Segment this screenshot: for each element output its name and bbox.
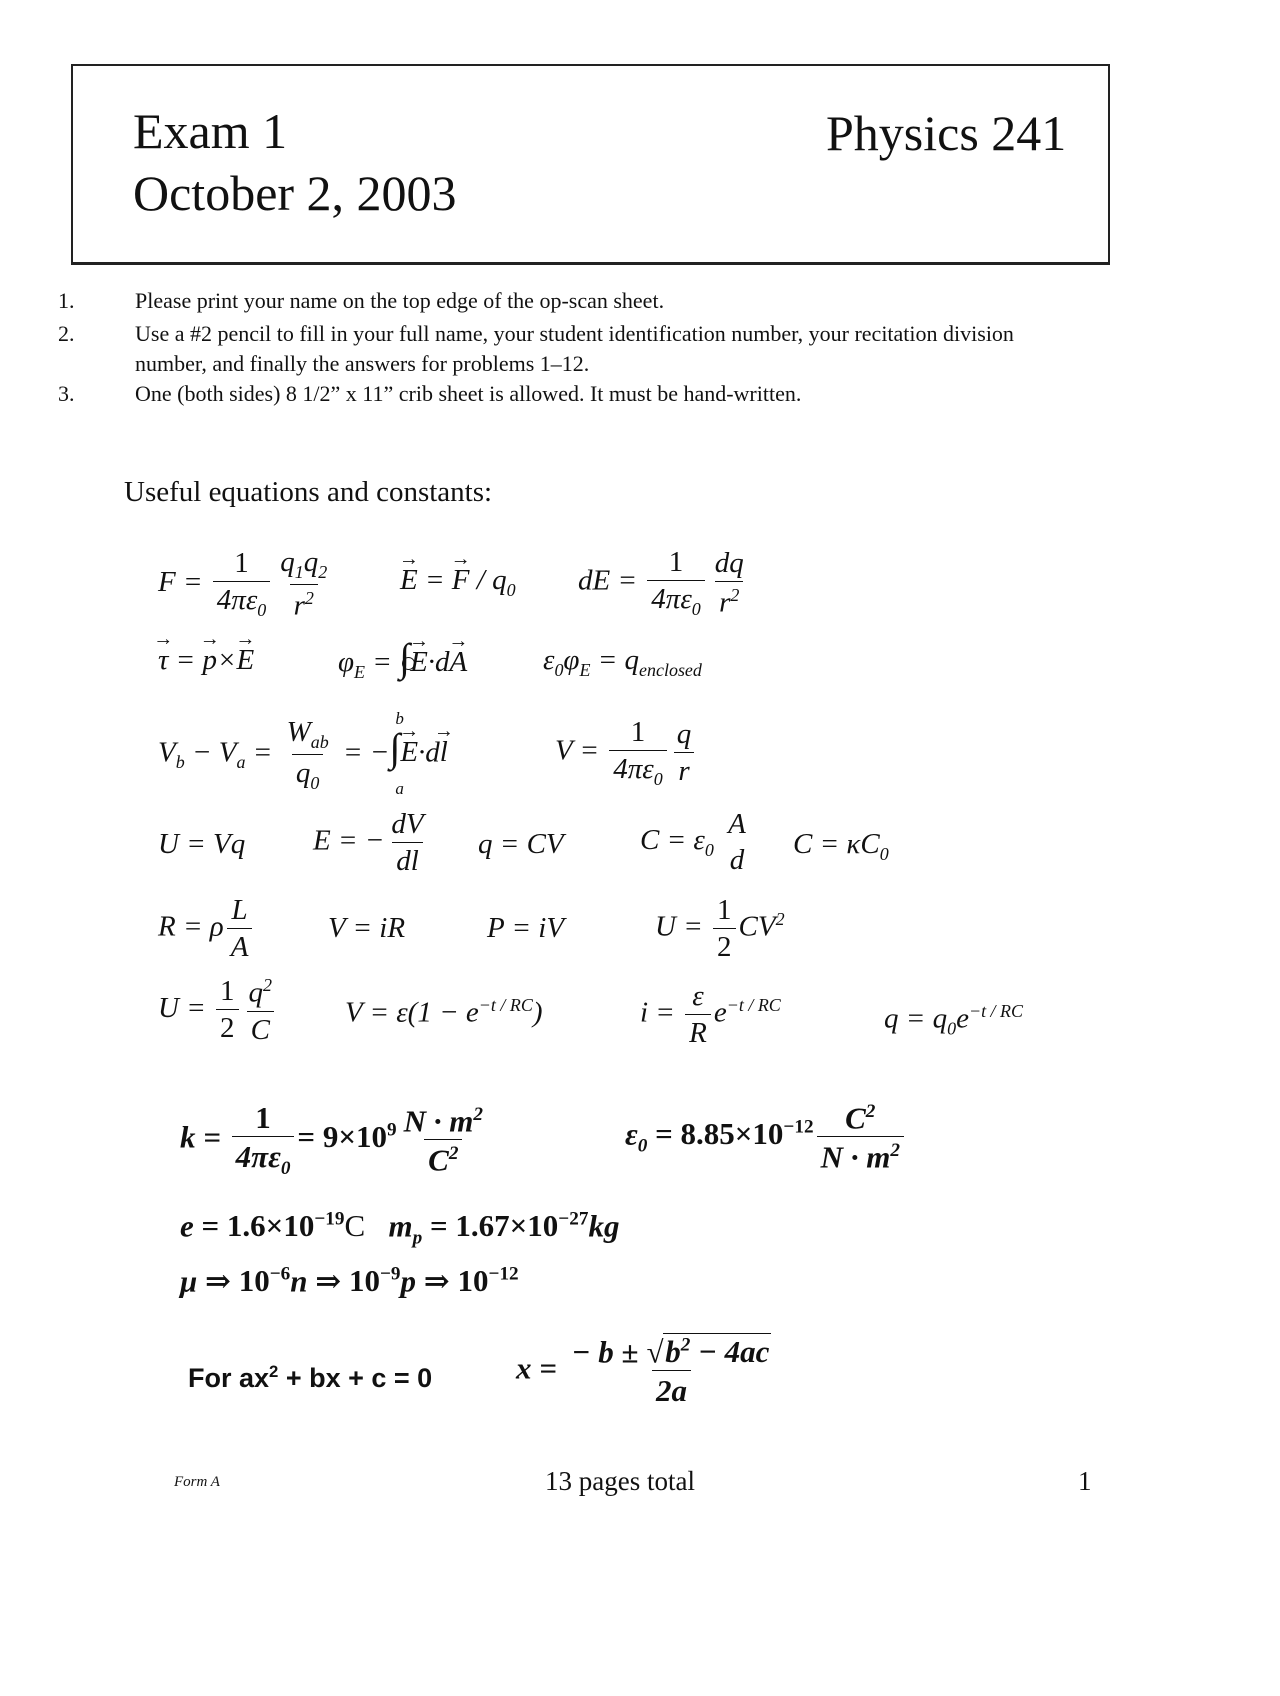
instruction-text: One (both sides) 8 1/2” x 11” crib sheet is allowed. It must be hand-written. — [135, 381, 802, 406]
exam-title: Exam 1 — [133, 103, 288, 159]
instruction-number: 3. — [58, 381, 75, 406]
instruction-text: Please print your name on the top edge of the op-scan sheet. — [135, 288, 665, 313]
field-element-equation: dE = $\frac{1}{4\pi\varepsilon_0}$ $\frac{dq}{r^2}$ — [578, 546, 744, 619]
torque-equation: τ → = p →×E → — [158, 646, 254, 675]
coulomb-force-equation: F = $\frac{1}{4\pi\varepsilon_0}$ $\frac{q_1q_2}{r^2}$ — [158, 546, 328, 622]
parallel-plate-equation: $C = \varepsilon_0$ A d — [640, 808, 746, 876]
exam-date: October 2, 2003 — [133, 165, 457, 221]
rc-discharge-equation: $q = q_0e^{-t / RC}$ — [884, 1001, 1023, 1039]
quadratic-solution: x = $\frac{- b \pm √b^2 - 4ac}{2a}$ — [516, 1334, 770, 1409]
capacitor-energy-v-equation: U = $\frac{1}{2}$ $CV^2$ — [655, 894, 785, 963]
coulomb-constant: k = $\frac{1}{4\pi\varepsilon_0}$ = $9\times 10^9$ $\frac{N \cdot m^2}{C^2}$ — [180, 1100, 483, 1180]
capacitance-equation: q = CV — [478, 828, 564, 860]
point-potential-equation: V = $\frac{1}{4\pi\varepsilon_0}$ $\frac{q}{r}$ — [555, 718, 698, 788]
instruction-text: Use a #2 pencil to fill in your full name, your student identification number, your recitation division number, and finally the answers for problems 1–12. — [135, 321, 1014, 376]
page-number: 1 — [1078, 1466, 1092, 1496]
potential-difference-equation: $V_b - V_a$ = $\frac{W_{ab}}{q_0}$ = −∫ b a E →·dl → — [158, 718, 448, 792]
course-title: Physics 241 — [826, 105, 1067, 161]
energy-charge-equation: U = Vq — [158, 828, 246, 860]
form-label: Form A — [174, 1474, 220, 1490]
ohm-equation: V = iR — [328, 912, 406, 944]
field-definition-equation: E → = F → / $q_0$ — [400, 566, 516, 599]
page-count: 13 pages total — [545, 1466, 695, 1496]
dielectric-equation: $C = \kappa C_0$ — [793, 828, 889, 864]
capacitor-energy-q-equation: U = $\frac{1}{2}$ $\frac{q^2}{C}$ — [158, 975, 272, 1046]
elementary-charge-and-proton-mass: $e = 1.6\times 10^{-19}C$ $m_p = 1.67\times 10^{-27}kg$ — [180, 1208, 620, 1249]
instruction-number: 1. — [58, 288, 75, 313]
permittivity-constant: $\varepsilon_0 = 8.85\times 10^{-12}$ $\frac{C^2}{N \cdot m^2}$ — [625, 1102, 907, 1173]
section-heading: Useful equations and constants: — [124, 476, 493, 508]
instruction-number: 2. — [58, 321, 75, 346]
gauss-law-equation: $\varepsilon_0\varphi_E = q_{enclosed}$ — [543, 644, 702, 680]
field-from-potential-equation: E = − $\frac{dV}{dl}$ — [313, 808, 424, 877]
resistance-equation: R = ρ $\frac{L}{A}$ — [158, 896, 255, 962]
power-equation: P = iV — [487, 912, 565, 944]
rc-charging-equation: $V = \varepsilon(1 - e^{-t / RC})$ — [345, 995, 543, 1029]
rc-current-equation: i = $\frac{\varepsilon}{R}$ $e^{-t / RC}$ — [640, 980, 781, 1049]
quadratic-condition: For $ax^2$ + bx + c = 0 — [188, 1362, 433, 1393]
flux-equation: $\varphi_E = \int E \to\cdot dA$ → — [338, 638, 467, 681]
metric-prefixes: μ ⇒ $10^{-6}n$ ⇒ $10^{-9}p$ ⇒ $10^{-12}$ — [180, 1263, 519, 1299]
